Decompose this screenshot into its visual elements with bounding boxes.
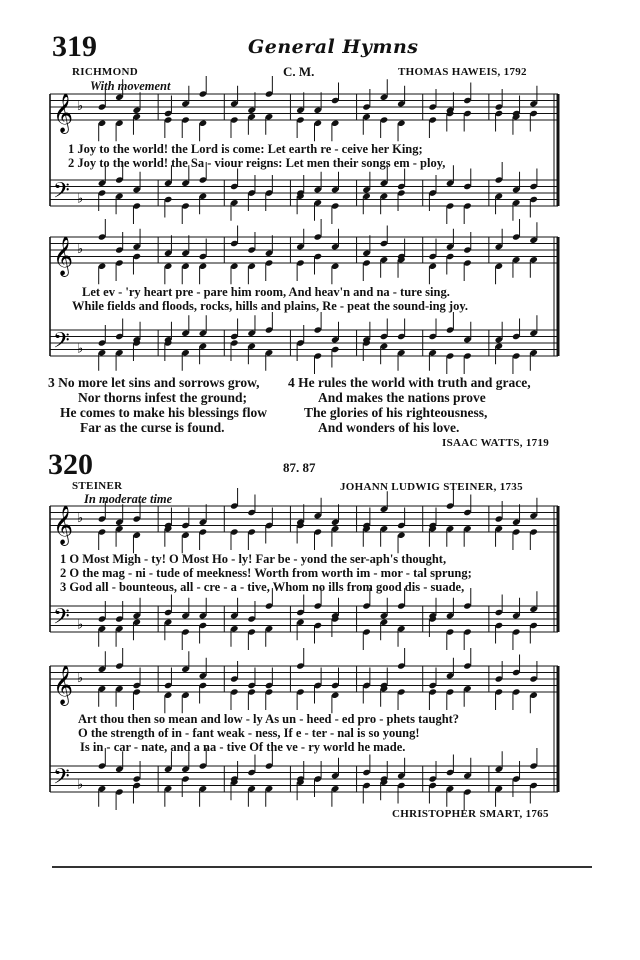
verse-3-line-4: Far as the curse is found.: [80, 420, 225, 435]
svg-text:𝄞: 𝄞: [53, 665, 74, 705]
svg-text:♭: ♭: [77, 191, 84, 207]
verse-3-line-3: He comes to make his blessings flow: [60, 405, 267, 420]
svg-text:𝄢: 𝄢: [53, 178, 70, 209]
author-319: ISAAC WATTS, 1719: [442, 437, 550, 449]
lyric-line: 1 Joy to the world! the Lord is come: Let earth re - ceive her King;: [68, 142, 423, 156]
tempo-320: In moderate time: [84, 492, 173, 506]
hymn-number-319: 319: [52, 30, 97, 63]
svg-text:♭: ♭: [77, 341, 84, 357]
tune-name-319: RICHMOND: [72, 66, 138, 78]
svg-text:♭: ♭: [77, 511, 84, 526]
verse-3-line-2: Nor thorns infest the ground;: [78, 390, 248, 405]
svg-text:♭: ♭: [77, 617, 84, 633]
lyric-line: Let ev - 'ry heart pre - pare him room, And heav'n and na - ture sing.: [82, 285, 450, 299]
lyric-line: 2 O the mag - ni - tude of meekness! Worth from worth im - mor - tal sprung;: [60, 566, 472, 580]
composer-320: JOHANN LUDWIG STEINER, 1735: [340, 481, 523, 493]
meter-320: 87. 87: [283, 460, 316, 475]
tempo-319: With movement: [90, 79, 171, 93]
svg-text:𝄢: 𝄢: [53, 328, 70, 359]
svg-text:𝄞: 𝄞: [53, 93, 74, 133]
svg-text:♭: ♭: [77, 99, 84, 114]
tune-name-320: STEINER: [72, 480, 123, 492]
lyric-line: 1 O Most Migh - ty! O Most Ho - ly! Far be - yond the ser-aph's thought,: [60, 552, 447, 566]
author-320: CHRISTOPHER SMART, 1765: [392, 808, 549, 820]
verse-4-line-4: And wonders of his love.: [318, 420, 460, 435]
svg-text:♭: ♭: [77, 242, 84, 257]
lyric-line: O the strength of in - fant weak - ness, If e - ter - nal is so young!: [78, 726, 420, 740]
lyric-line: Is in - car - nate, and a na - tive Of the ve - ry world he made.: [80, 740, 406, 754]
lyric-line: 2 Joy to the world! the Sa - viour reigns: Let men their songs em - ploy,: [68, 156, 446, 170]
running-title: General Hymns: [248, 36, 419, 58]
svg-text:𝄢: 𝄢: [53, 764, 70, 795]
verse-4-line-1: 4 He rules the world with truth and grace,: [288, 375, 531, 390]
verse-3-line-1: 3 No more let sins and sorrows grow,: [48, 375, 260, 390]
lyric-line: Art thou then so mean and low - ly As un - heed - ed pro - phets taught?: [78, 712, 460, 726]
svg-text:𝄢: 𝄢: [53, 604, 70, 635]
verse-4-line-2: And makes the nations prove: [318, 390, 486, 405]
svg-text:♭: ♭: [77, 671, 84, 686]
composer-319: THOMAS HAWEIS, 1792: [398, 66, 527, 78]
verse-4-line-3: The glories of his righteousness,: [304, 405, 488, 420]
svg-text:♭: ♭: [77, 777, 84, 793]
svg-text:𝄞: 𝄞: [53, 505, 74, 545]
svg-text:𝄞: 𝄞: [53, 236, 74, 276]
lyric-line: 3 God all - bounteous, all - cre - a - tive, Whom no ills from good dis - suade,: [60, 580, 465, 594]
hymn-number-320: 320: [48, 448, 93, 481]
meter-319: C. M.: [283, 64, 315, 79]
bottom-rule: [52, 866, 592, 868]
lyric-line: While fields and floods, rocks, hills and plains, Re - peat the sound-ing joy.: [72, 299, 469, 313]
